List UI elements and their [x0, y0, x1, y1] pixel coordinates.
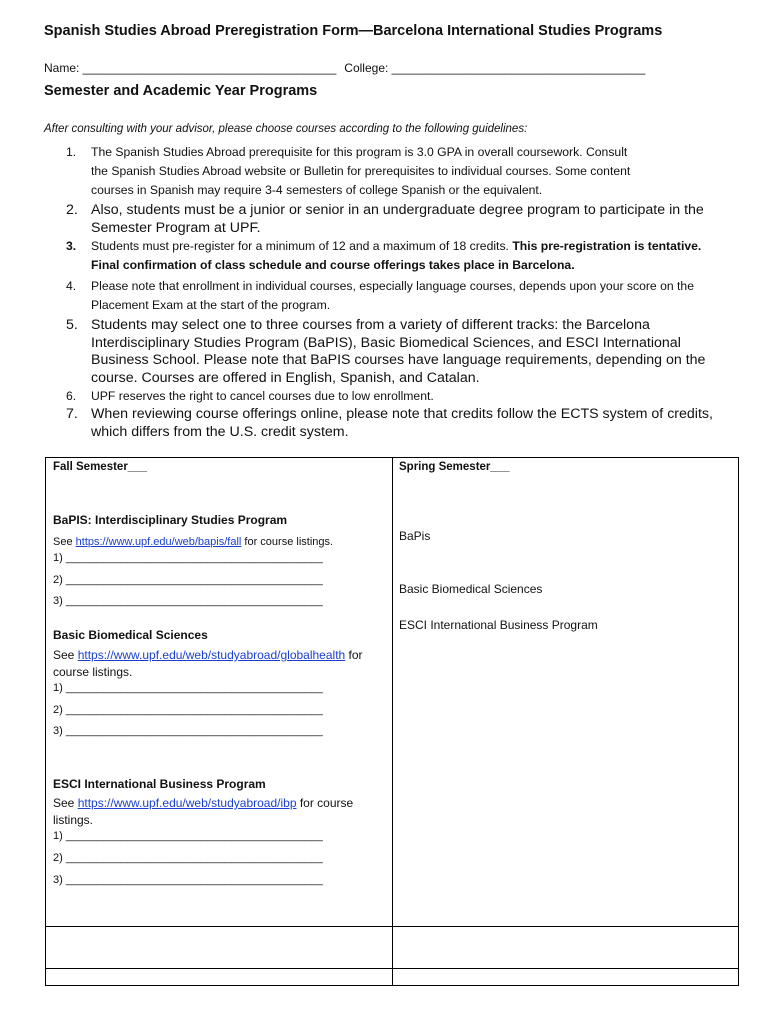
esci-blank-2[interactable]: 2) __________________________________________ [53, 852, 323, 864]
bapis-link[interactable]: https://www.upf.edu/web/bapis/fall [75, 536, 242, 548]
item-number: 4. [66, 279, 77, 293]
see-text: See [53, 536, 76, 548]
guidelines-list [66, 143, 731, 441]
item-number: 6. [66, 389, 77, 403]
bottom-row-divider [46, 968, 738, 969]
biomed-blank-3[interactable]: 3) __________________________________________ [53, 725, 323, 737]
bapis-title: BaPIS: Interdisciplinary Studies Program [53, 513, 288, 527]
biomed-link[interactable]: https://www.upf.edu/web/studyabroad/globalhealth [77, 648, 346, 662]
bapis-blank-2[interactable]: 2) __________________________________________ [53, 574, 323, 586]
biomed-blank-1[interactable]: 1) __________________________________________ [53, 682, 323, 694]
name-college-line [44, 61, 645, 75]
item-text-line: The Spanish Studies Abroad prerequisite for this program is 3.0 GPA in overall coursework. Consult [91, 145, 628, 159]
item-text-bold: This pre-registration is tentative. Final confirmation of class schedule and course offerings takes place in Barcelona. [91, 239, 702, 272]
item-text [91, 237, 731, 275]
esci-blank-1[interactable]: 1) __________________________________________ [53, 830, 323, 842]
see-text: See [53, 648, 78, 662]
guideline-item-7 [66, 406, 731, 441]
item-text: When reviewing course offerings online, please note that credits follow the ECTS system of credits, which differs from the U.S. credit system. [91, 406, 713, 440]
spring-semester-header: Spring Semester___ [399, 461, 510, 473]
spring-esci: ESCI International Business Program [399, 618, 598, 632]
guideline-item-4 [66, 277, 731, 315]
bapis-blank-1[interactable]: 1) __________________________________________ [53, 552, 323, 564]
item-number: 3. [66, 239, 77, 253]
after-text: for course [296, 796, 354, 810]
item-text: Please note that enrollment in individual courses, especially language courses, depends upon your score on the Placement Exam at the start of the program. [91, 279, 694, 312]
row-divider [46, 926, 738, 927]
fall-semester-header: Fall Semester___ [53, 461, 147, 473]
item-text: Also, students must be a junior or senior in an undergraduate degree program to participate in the Semester Program at UPF. [91, 202, 704, 236]
guidelines-intro: After consulting with your advisor, please choose courses according to the following guidelines: [44, 123, 528, 135]
biomed-blank-2[interactable]: 2) __________________________________________ [53, 704, 323, 716]
column-divider [392, 458, 393, 985]
after-text: for course listings. [241, 536, 334, 548]
item-text-line: courses in Spanish may require 3-4 semesters of college Spanish or the equivalent. [91, 183, 543, 197]
item-number: 7. [66, 406, 78, 422]
esci-blank-3[interactable]: 3) __________________________________________ [53, 874, 323, 886]
item-number: 1. [66, 145, 77, 159]
spring-bapis: BaPis [399, 529, 431, 543]
bapis-blank-3[interactable]: 3) __________________________________________ [53, 595, 323, 607]
biomed-title: Basic Biomedical Sciences [53, 628, 208, 642]
guideline-item-1 [66, 143, 731, 200]
esci-title: ESCI International Business Program [53, 777, 266, 791]
guideline-item-3 [66, 237, 731, 275]
bapis-see-line [53, 536, 333, 548]
item-text: Students may select one to three courses from a variety of different tracks: the Barcelona Interdisciplinary Studies Program (BaPIS), Basic Biomedical Sciences, and ESCI International Business School. Please note that BaPIS courses have language requirements, depending on the course. Courses are offered in English, Spanish, and Catalan. [91, 317, 706, 386]
item-number: 5. [66, 317, 78, 333]
guideline-item-5 [66, 317, 731, 387]
see-text: See [53, 796, 78, 810]
esci-see-line [53, 796, 353, 810]
item-text: UPF reserves the right to cancel courses due to low enrollment. [91, 389, 434, 403]
after-text: for [345, 648, 363, 662]
name-field[interactable]: Name: ______________________________________ [44, 61, 337, 75]
course-selection-table [45, 457, 739, 986]
item-number: 2. [66, 202, 78, 218]
guideline-item-6 [66, 387, 731, 406]
esci-link[interactable]: https://www.upf.edu/web/studyabroad/ibp [77, 796, 297, 810]
item-text-plain: Students must pre-register for a minimum of 12 and a maximum of 18 credits. [91, 239, 513, 253]
form-title: Spanish Studies Abroad Preregistration Form—Barcelona International Studies Programs [44, 23, 663, 39]
guideline-item-2 [66, 202, 731, 237]
biomed-see-line [53, 648, 363, 662]
item-text-line: the Spanish Studies Abroad website or Bulletin for prerequisites to individual courses. Some content [91, 164, 631, 178]
biomed-see-line-2: course listings. [53, 665, 133, 679]
spring-biomed: Basic Biomedical Sciences [399, 582, 543, 596]
section-heading: Semester and Academic Year Programs [44, 83, 318, 99]
esci-see-line-2: listings. [53, 813, 94, 827]
college-field[interactable]: College: ______________________________________ [344, 61, 646, 75]
